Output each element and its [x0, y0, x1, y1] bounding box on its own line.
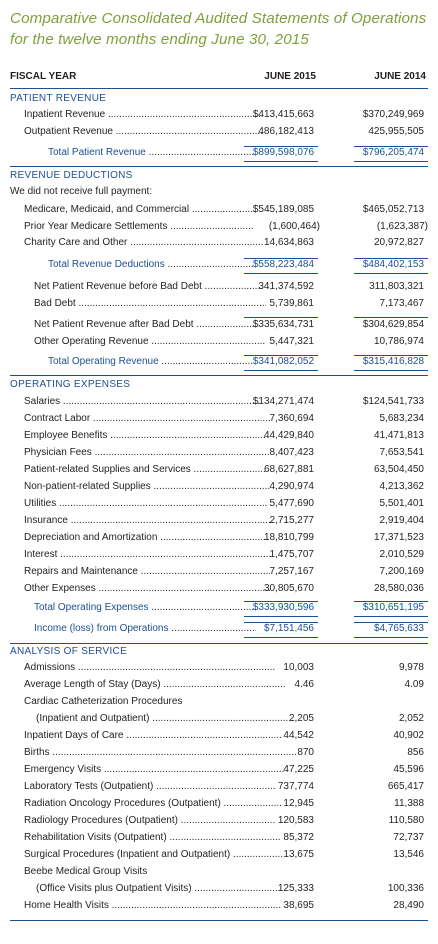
table-row: [10, 711, 430, 727]
value-2015: $341,082,052: [252, 356, 314, 367]
value-2014: 2,052: [398, 713, 424, 724]
row-label: Total Patient Revenue .....: [48, 145, 254, 161]
value-2014: 311,803,321: [369, 281, 424, 292]
section-operating-expenses: OPERATING EXPENSES: [10, 379, 131, 390]
value-2015: $7,151,456: [263, 623, 314, 634]
value-2014: 72,737: [393, 832, 424, 843]
value-2015: $558,223,484: [252, 259, 314, 270]
value-2014: 4.09: [404, 679, 424, 690]
value-2014: 2,010,529: [379, 549, 424, 560]
row-label: Total Operating Expenses .....: [34, 600, 256, 616]
value-2014: 100,336: [387, 883, 424, 894]
row-label: Income (loss) from Operations .....: [34, 621, 256, 637]
row-label: Non-patient-related Supplies .....: [24, 479, 270, 495]
row-label: Prior Year Medicare Settlements .....: [24, 219, 254, 235]
value-2014: 5,501,401: [379, 498, 424, 509]
june-2014-header: JUNE 2014: [374, 71, 426, 82]
value-2015: 7,257,167: [269, 566, 314, 577]
value-2014: $796,205,474: [362, 147, 424, 158]
row-label: Births .....: [24, 745, 296, 761]
row-label: Surgical Procedures (Inpatient and Outpatient) .....: [24, 847, 282, 863]
value-2015: 8,407,423: [269, 447, 314, 458]
table-row: [10, 496, 430, 512]
table-row: [10, 660, 430, 676]
value-2014: 7,653,541: [379, 447, 424, 458]
total-row: [10, 600, 430, 616]
value-2014: 7,173,467: [379, 298, 424, 309]
table-row: [10, 107, 430, 123]
value-2014: 9,978: [398, 662, 424, 673]
value-2014: (1,623,387): [376, 221, 428, 232]
value-2014: $4,765,633: [373, 623, 424, 634]
total-row: [10, 145, 430, 161]
row-label: Interest .....: [24, 547, 272, 563]
table-header: [10, 69, 430, 85]
row-label: Total Operating Revenue .....: [48, 354, 254, 370]
section-patient-revenue: PATIENT REVENUE: [10, 93, 107, 104]
table-row: [10, 564, 430, 580]
table-row: [10, 898, 430, 914]
value-2015: 4,290,974: [269, 481, 314, 492]
value-2015: 30,805,670: [263, 583, 314, 594]
row-label: Charity Care and Other .....: [24, 235, 264, 251]
row-label: (Office Visits plus Outpatient Visits) .....: [36, 881, 280, 897]
value-2014: 4,213,362: [379, 481, 424, 492]
row-label: Net Patient Revenue before Bad Debt .....: [34, 279, 262, 295]
table-row: [10, 547, 430, 563]
row-label: Net Patient Revenue after Bad Debt .....: [34, 317, 258, 333]
table-row: [10, 479, 430, 495]
table-row: [10, 881, 430, 897]
row-label: Average Length of Stay (Days) .....: [24, 677, 286, 693]
value-2015: 1,475,707: [269, 549, 314, 560]
row-label: Radiation Oncology Procedures (Outpatient) .....: [24, 796, 282, 812]
row-label: Laboratory Tests (Outpatient) .....: [24, 779, 276, 795]
header-rule: [10, 88, 428, 89]
value-2015: 7,360,694: [269, 413, 314, 424]
statement-title: Comparative Consolidated Audited Statements of Operations for the twelve months ending June 30, 2015: [10, 10, 427, 48]
table-row: [10, 847, 430, 863]
value-2015: 737,774: [277, 781, 314, 792]
value-2014: 28,490: [393, 900, 424, 911]
row-label: Home Health Visits .....: [24, 898, 282, 914]
table-row: [10, 694, 430, 710]
table-row: [10, 813, 430, 829]
value-2015: 4.46: [294, 679, 314, 690]
value-2015: 38,695: [283, 900, 314, 911]
total-row: [10, 354, 430, 370]
table-row: [10, 745, 430, 761]
value-2014: 7,200,169: [379, 566, 424, 577]
value-2015: $545,189,085: [252, 204, 314, 215]
row-label: Patient-related Supplies and Services .....: [24, 462, 266, 478]
value-2015: 120,583: [277, 815, 314, 826]
value-2015: 68,627,881: [263, 464, 314, 475]
table-row: [10, 728, 430, 744]
fiscal-year-header: FISCAL YEAR: [10, 71, 77, 82]
value-2014: 40,902: [393, 730, 424, 741]
value-2015: 14,634,863: [263, 237, 314, 248]
table-row: [10, 279, 430, 295]
table-row: [10, 513, 430, 529]
value-2014: $315,416,828: [362, 356, 424, 367]
value-2014: 856: [407, 747, 424, 758]
table-row: [10, 428, 430, 444]
value-2015: 5,447,321: [269, 336, 314, 347]
row-label: Cardiac Catheterization Procedures: [24, 696, 183, 707]
table-row: [10, 779, 430, 795]
value-2014: 20,972,827: [373, 237, 424, 248]
row-label: Physician Fees .....: [24, 445, 270, 461]
total-row: [10, 621, 430, 637]
value-2014: $304,629,854: [362, 319, 424, 330]
table-row: [10, 762, 430, 778]
table-row: [10, 462, 430, 478]
row-label: Insurance .....: [24, 513, 274, 529]
value-2014: 110,580: [388, 815, 424, 826]
value-2015: (1,600,464): [268, 221, 320, 232]
table-row: [10, 530, 430, 546]
section-revenue-deductions: REVENUE DEDUCTIONS: [10, 170, 133, 181]
table-row: [10, 296, 430, 312]
value-2014: 2,919,404: [379, 515, 424, 526]
row-label: (Inpatient and Outpatient) .....: [36, 711, 294, 727]
table-row: [10, 411, 430, 427]
row-label: Utilities .....: [24, 496, 268, 512]
value-2014: 665,417: [387, 781, 424, 792]
value-2014: 425,955,505: [368, 126, 424, 137]
row-label: Other Operating Revenue .....: [34, 334, 266, 350]
value-2014: $465,052,713: [362, 204, 424, 215]
table-row: [10, 184, 430, 200]
row-label: Bad Debt .....: [34, 296, 266, 312]
table-row: [10, 235, 430, 251]
row-label: Repairs and Maintenance .....: [24, 564, 270, 580]
row-label: Depreciation and Amortization .....: [24, 530, 268, 546]
value-2015: 13,675: [283, 849, 314, 860]
row-label: Total Revenue Deductions .....: [48, 257, 254, 273]
section-rule: [10, 166, 428, 167]
table-row: [10, 581, 430, 597]
row-label: Outpatient Revenue .....: [24, 124, 264, 140]
value-2015: 125,333: [277, 883, 314, 894]
june-2015-header: JUNE 2015: [264, 71, 316, 82]
row-label: Rehabilitation Visits (Outpatient) .....: [24, 830, 280, 846]
row-label: Employee Benefits .....: [24, 428, 266, 444]
value-2014: 41,471,813: [373, 430, 424, 441]
value-2015: 341,374,592: [258, 281, 314, 292]
row-label: Beebe Medical Group Visits: [24, 866, 148, 877]
table-row: [10, 677, 430, 693]
table-row: [10, 796, 430, 812]
row-label: Contract Labor .....: [24, 411, 270, 427]
row-label: Salaries .....: [24, 394, 260, 410]
table-row: [10, 124, 430, 140]
bottom-rule: [10, 920, 428, 921]
row-label: Other Expenses .....: [24, 581, 270, 597]
value-2015: $413,415,663: [252, 109, 314, 120]
value-2015: $335,634,731: [252, 319, 314, 330]
value-2014: 5,683,234: [379, 413, 424, 424]
row-label: Inpatient Revenue .....: [24, 107, 260, 123]
value-2014: 45,596: [393, 764, 424, 775]
value-2014: $310,651,195: [362, 602, 424, 613]
table-row: [10, 219, 430, 235]
value-2015: 85,372: [283, 832, 314, 843]
value-2015: 44,429,840: [263, 430, 314, 441]
value-2015: 5,477,690: [269, 498, 314, 509]
value-2015: 10,003: [283, 662, 314, 673]
value-2015: $134,271,474: [252, 396, 314, 407]
table-row: [10, 202, 430, 218]
row-label: Emergency Visits .....: [24, 762, 284, 778]
table-row: [10, 394, 430, 410]
value-2015: 2,205: [288, 713, 314, 724]
value-2015: $333,930,596: [252, 602, 314, 613]
value-2014: $124,541,733: [362, 396, 424, 407]
value-2015: 44,542: [283, 730, 314, 741]
value-2014: 10,786,974: [373, 336, 424, 347]
value-2014: 63,504,450: [373, 464, 424, 475]
value-2014: 13,546: [393, 849, 424, 860]
value-2014: 28,580,036: [373, 583, 424, 594]
section-rule: [10, 375, 428, 376]
total-row: [10, 257, 430, 273]
value-2015: 47,225: [283, 764, 314, 775]
row-label: Inpatient Days of Care .....: [24, 728, 282, 744]
table-row: [10, 830, 430, 846]
row-label: We did not receive full payment:: [10, 186, 153, 197]
table-row: [10, 317, 430, 333]
value-2015: 18,810,799: [263, 532, 314, 543]
value-2014: $484,402,153: [362, 259, 424, 270]
row-label: Radiology Procedures (Outpatient) .....: [24, 813, 276, 829]
value-2015: 870: [297, 747, 314, 758]
section-analysis-of-service: ANALYSIS OF SERVICE: [10, 646, 128, 657]
row-label: Medicare, Medicaid, and Commercial .....: [24, 202, 256, 218]
value-2015: $899,598,076: [252, 147, 314, 158]
value-2014: $370,249,969: [362, 109, 424, 120]
value-2015: 2,715,277: [269, 515, 314, 526]
value-2014: 11,388: [394, 798, 424, 809]
table-row: [10, 445, 430, 461]
value-2015: 12,945: [283, 798, 314, 809]
value-2015: 486,182,413: [258, 126, 314, 137]
value-2014: 17,371,523: [373, 532, 424, 543]
value-2015: 5,739,861: [269, 298, 314, 309]
row-label: Admissions .....: [24, 660, 276, 676]
table-row: [10, 334, 430, 350]
table-row: [10, 864, 430, 880]
